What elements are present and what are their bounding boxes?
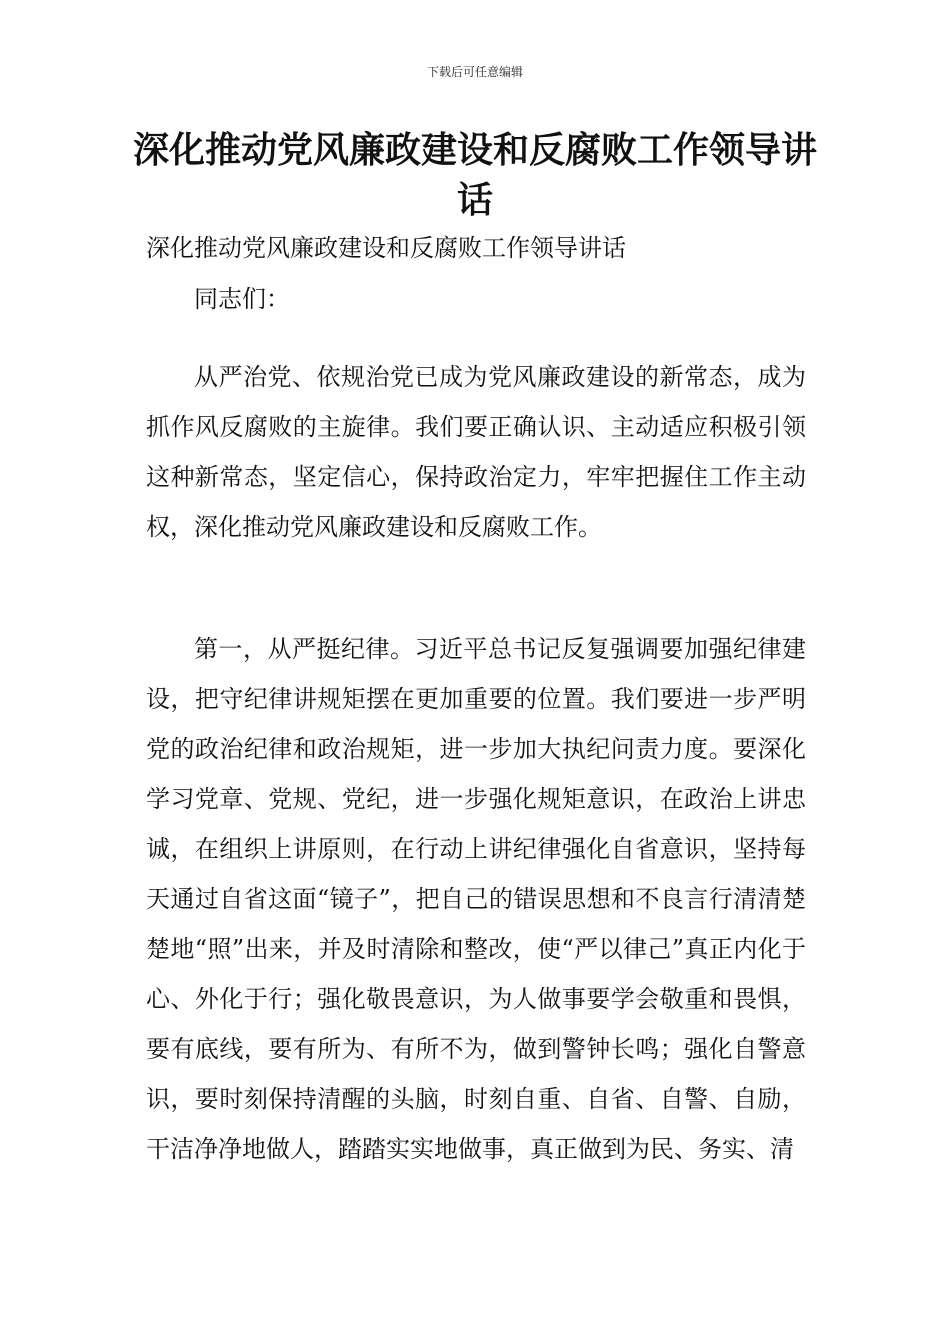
paragraph: 从严治党、依规治党已成为党风廉政建设的新常态，成为抓作风反腐败的主旋律。我们要正确认识、主动适应积极引领这种新常态，坚定信心，保持政治定力，牢牢把握住工作主动权，深化推动党风廉政建设和反腐败工作。: [146, 363, 806, 541]
header-note: 下载后可任意编辑: [426, 65, 523, 79]
greeting: 同志们：: [194, 285, 290, 313]
paragraph: 第一，从严挺纪律。习近平总书记反复强调要加强纪律建设，把守纪律讲规矩摆在更加重要的位置。我们要进一步严明党的政治纪律和政治规矩，进一步加大执纪问责力度。要深化学习党章、党规、党纪，进一步强化规矩意识，在政治上讲忠诚，在组织上讲原则，在行动上讲纪律强化自省意识，坚持每天通过自省这面“镜子”，把自己的错误思想和不良言行清清楚楚地“照”出来，并及时清除和整改，使“严以律己”真正内化于心、外化于行；强化敬畏意识，为人做事要学会敬重和畏惧，要有底线，要有所为、有所不为，做到警钟长鸣；强化自警意识，要时刻保持清醒的头脑，时刻自重、自省、自警、自励，干洁净净地做人，踏踏实实地做事，真正做到为民、务实、清: [146, 635, 806, 1163]
document-title: 深化推动党风廉政建设和反腐败工作领导讲话: [132, 130, 817, 221]
document-subtitle: 深化推动党风廉政建设和反腐败工作领导讲话: [146, 234, 626, 262]
